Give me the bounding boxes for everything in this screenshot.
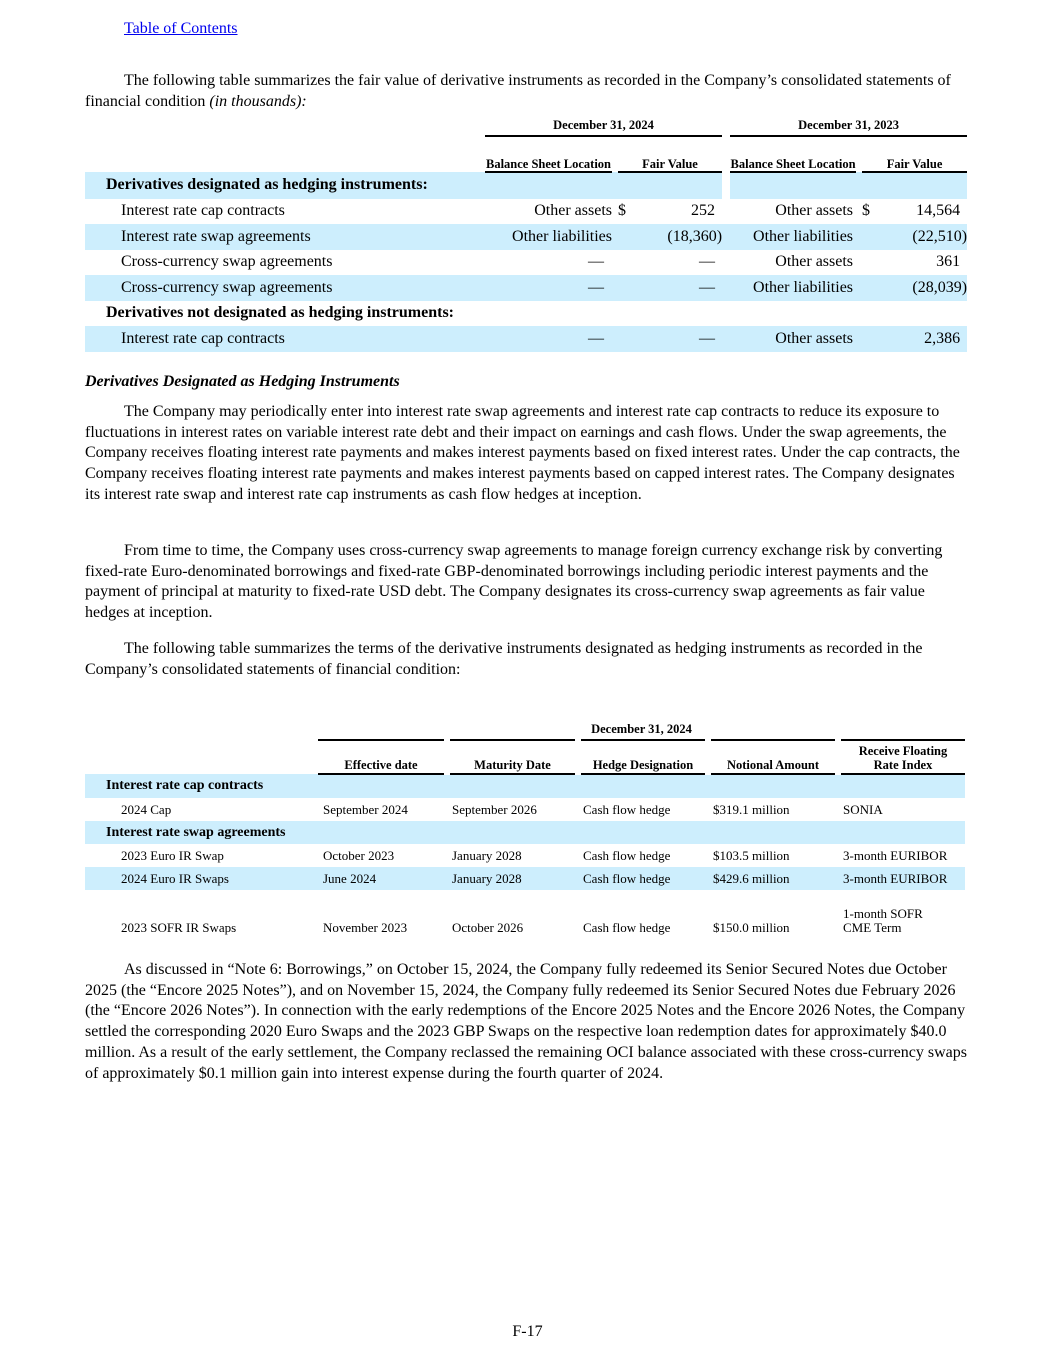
empty-cell	[730, 301, 856, 327]
row-label: Interest rate cap contracts	[121, 202, 285, 220]
period-header-2023: December 31, 2023	[730, 118, 967, 136]
section-heading: Derivatives Designated as Hedging Instruments	[85, 373, 400, 390]
empty-cell	[485, 301, 612, 327]
balance-sheet-location-2024: Other liabilities	[485, 224, 612, 250]
currency-symbol: $	[618, 202, 626, 220]
table-row	[85, 844, 965, 867]
fair-value-2023: (28,039)	[877, 275, 967, 301]
period-header: December 31, 2024	[318, 722, 965, 740]
maturity-cell: January 2028	[447, 867, 578, 890]
group-header-row	[85, 172, 967, 199]
balance-sheet-location-2023: Other liabilities	[730, 275, 856, 301]
currency-symbol	[618, 250, 633, 276]
index-cell: 3-month EURIBOR	[838, 867, 965, 890]
maturity-cell: January 2028	[452, 847, 522, 863]
table-row	[85, 890, 965, 952]
empty-cell	[877, 301, 967, 327]
fair-value-2023: 361	[936, 253, 961, 271]
fair-value-2024: (18,360)	[633, 224, 722, 250]
index-cell: 1-month SOFR CME Term	[843, 906, 923, 935]
balance-sheet-location-2024: —	[485, 275, 612, 301]
fair-value-2024: —	[699, 253, 716, 271]
empty-cell	[618, 172, 633, 199]
paragraph: The following table summarizes the terms of the derivative instruments designated as hedging instruments as recorded in the Company’s consolidated statements of financial condition:	[85, 640, 923, 678]
fair-value-table	[85, 118, 967, 352]
hedge-cell: Cash flow hedge	[583, 920, 671, 935]
balance-sheet-location-2024: Other assets	[534, 202, 612, 220]
effective-cell: October 2023	[323, 847, 395, 863]
table-of-contents-link[interactable]: Table of Contents	[124, 20, 238, 37]
col-maturity-date: Maturity Date	[447, 740, 578, 774]
empty-cell	[722, 250, 730, 276]
fair-value-2023: 14,564	[916, 202, 961, 220]
balance-sheet-location-2023: Other assets	[775, 253, 854, 271]
balance-sheet-location-2023: Other liabilities	[730, 224, 856, 250]
effective-cell: September 2024	[323, 801, 408, 817]
intro-text: The following table summarizes the fair value of derivative instruments as recorded in the Company’s consolidated statements of financial condition	[85, 72, 951, 110]
row-label: 2023 Euro IR Swap	[121, 847, 224, 863]
fair-value-2023: 2,386	[877, 326, 967, 352]
col-balance-sheet-location: Balance Sheet Location	[485, 136, 612, 172]
empty-cell	[578, 821, 708, 844]
group-title: Derivatives not designated as hedging instruments:	[106, 304, 455, 322]
empty-cell	[838, 774, 965, 798]
empty-cell	[722, 301, 730, 327]
balance-sheet-location-2024: —	[485, 326, 612, 352]
col-effective-date: Effective date	[318, 740, 447, 774]
currency-symbol: $	[862, 202, 871, 220]
group-title: Interest rate swap agreements	[85, 821, 318, 844]
table-row	[85, 798, 965, 821]
empty-cell	[722, 275, 730, 301]
currency-symbol	[862, 224, 877, 250]
table-row	[85, 275, 967, 301]
table-row	[85, 326, 967, 352]
maturity-cell: September 2026	[452, 801, 537, 817]
effective-cell: November 2023	[323, 920, 408, 935]
empty-cell	[708, 774, 838, 798]
col-notional-amount: Notional Amount	[708, 740, 838, 774]
currency-symbol	[862, 326, 877, 352]
balance-sheet-location-2023: Other assets	[730, 326, 856, 352]
currency-symbol	[618, 326, 633, 352]
row-label: Interest rate swap agreements	[85, 224, 485, 250]
empty-cell	[722, 172, 730, 199]
balance-sheet-location-2023: Other assets	[775, 202, 854, 220]
hedge-cell: Cash flow hedge	[583, 801, 671, 817]
empty-cell	[708, 821, 838, 844]
group-header-row	[85, 774, 965, 798]
paragraph: From time to time, the Company uses cross-currency swap agreements to manage foreign currency exchange risk by converting fixed-rate Euro-denominated borrowings and fixed-rate GBP-denominated borrowings including periodic interest payments and the payment of principal at maturity to fixed-rate USD debt. The Company designates its cross-currency swap agreements as fair value hedges at inception.	[85, 542, 943, 622]
row-label: Interest rate cap contracts	[85, 326, 485, 352]
row-label: 2024 Euro IR Swaps	[85, 867, 318, 890]
empty-cell	[877, 172, 967, 199]
fair-value-2024: —	[633, 275, 722, 301]
empty-cell	[318, 821, 447, 844]
intro-units: (in thousands):	[209, 92, 307, 110]
hedge-cell: Cash flow hedge	[583, 847, 671, 863]
index-cell: SONIA	[843, 801, 883, 817]
empty-cell	[318, 774, 447, 798]
empty-cell	[578, 774, 708, 798]
notional-cell: $103.5 million	[713, 847, 790, 863]
page-number: F-17	[512, 1323, 543, 1340]
group-title: Interest rate cap contracts	[85, 774, 318, 798]
balance-sheet-location-2024: —	[588, 253, 604, 271]
currency-symbol	[862, 275, 877, 301]
empty-cell	[838, 821, 965, 844]
paragraph: As discussed in “Note 6: Borrowings,” on October 15, 2024, the Company fully redeemed its Senior Secured Notes due October 2025 (the “Encore 2025 Notes”), and on November 15, 2024, the Company fully redeemed its Senior Secured Notes due February 2026 (the “Encore 2026 Notes”). In connection with the early redemptions of the Encore 2025 Notes and the Encore 2026 Notes, the Company settled the corresponding 2020 Euro Swaps and the 2023 GBP Swaps on the respective loan redemption dates for approximately $40.0 million. As a result of the early settlement, the Company reclassed the remaining OCI balance associated with these cross-currency swaps of approximately $0.1 million gain into interest expense during the fourth quarter of 2024.	[85, 961, 967, 1082]
currency-symbol	[618, 275, 633, 301]
empty-cell	[722, 224, 730, 250]
intro-paragraph	[85, 71, 967, 112]
empty-cell	[447, 774, 578, 798]
group-header-row	[85, 301, 967, 327]
notional-cell: $150.0 million	[713, 920, 790, 935]
row-label: Cross-currency swap agreements	[121, 253, 333, 271]
empty-cell	[633, 172, 722, 199]
col-balance-sheet-location: Balance Sheet Location	[730, 136, 856, 172]
row-label: 2023 SOFR IR Swaps	[121, 920, 237, 935]
row-label: Cross-currency swap agreements	[85, 275, 485, 301]
group-header-row	[85, 821, 965, 844]
hedge-cell: Cash flow hedge	[578, 867, 708, 890]
currency-symbol	[618, 224, 633, 250]
empty-cell	[618, 301, 633, 327]
table-row	[85, 867, 965, 890]
empty-cell	[633, 301, 722, 327]
maturity-cell: October 2026	[452, 920, 524, 935]
table-row	[85, 199, 967, 225]
empty-cell	[722, 326, 730, 352]
currency-symbol	[862, 250, 877, 276]
empty-cell	[447, 821, 578, 844]
period-header-2024: December 31, 2024	[485, 118, 722, 136]
fair-value-2024: —	[633, 326, 722, 352]
table-row	[85, 250, 967, 276]
effective-cell: June 2024	[318, 867, 447, 890]
empty-cell	[862, 301, 877, 327]
col-receive-floating-rate-index: Receive Floating Rate Index	[838, 740, 965, 774]
index-cell: 3-month EURIBOR	[843, 847, 948, 863]
table-row	[85, 224, 967, 250]
col-fair-value: Fair Value	[618, 136, 722, 172]
notional-cell: $429.6 million	[708, 867, 838, 890]
empty-cell	[485, 172, 612, 199]
row-label: 2024 Cap	[121, 801, 172, 817]
empty-cell	[862, 172, 877, 199]
group-title: Derivatives designated as hedging instruments:	[85, 172, 485, 199]
hedge-terms-table	[85, 722, 965, 952]
col-fair-value: Fair Value	[862, 136, 967, 172]
fair-value-2023: (22,510)	[877, 224, 967, 250]
empty-cell	[722, 199, 730, 225]
paragraph: The Company may periodically enter into interest rate swap agreements and interest rate cap contracts to reduce its exposure to fluctuations in interest rates on variable interest rate debt and their impact on earnings and cash flows. Under the swap agreements, the Company receives floating interest rate payments and makes interest payments based on fixed interest rates. Under the cap contracts, the Company receives floating interest rate payments and makes interest payments based on capped interest rates. The Company designates its interest rate swap and interest rate cap instruments as cash flow hedges at inception.	[85, 403, 960, 503]
fair-value-2024: 252	[691, 202, 716, 220]
notional-cell: $319.1 million	[713, 801, 790, 817]
col-hedge-designation: Hedge Designation	[578, 740, 708, 774]
empty-cell	[730, 172, 856, 199]
